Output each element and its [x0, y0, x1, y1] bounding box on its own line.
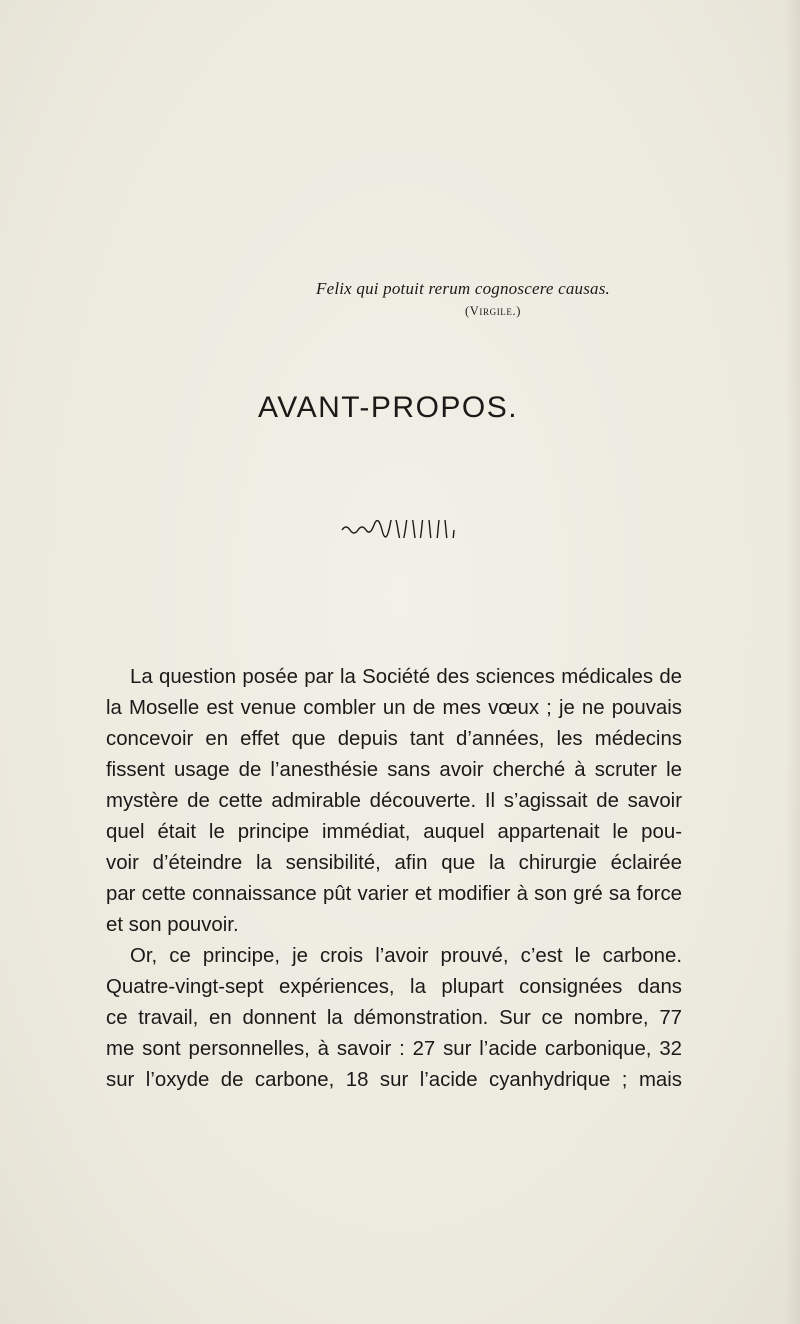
text-line: la Moselle est venue combler un de mes vœux ; je ne pouvais [106, 697, 682, 719]
body-text [106, 662, 682, 1096]
text-line: fissent usage de l’anesthésie sans avoir cherché à scruter le [106, 759, 682, 781]
text-line: ce travail, en donnent la démonstration. Sur ce nombre, 77 [106, 1007, 682, 1029]
text-line: Or, ce principe, je crois l’avoir prouvé, c’est le carbone. [130, 945, 682, 967]
paragraph-2 [106, 941, 682, 1096]
text-line: et son pouvoir. [106, 914, 239, 936]
page-title: AVANT-PROPOS. [258, 391, 519, 425]
paragraph-1 [106, 662, 682, 941]
text-line: mystère de cette admirable découverte. Il s’agissait de savoir [106, 790, 682, 812]
text-line: Quatre-vingt-sept expériences, la plupart consignées dans [106, 976, 682, 998]
wavy-divider-ornament-icon [340, 520, 460, 538]
text-line: par cette connaissance pût varier et modifier à son gré sa force [106, 883, 682, 905]
text-line: me sont personnelles, à savoir : 27 sur l’acide carbonique, 32 [106, 1038, 682, 1060]
epigraph-quote: Felix qui potuit rerum cognoscere causas. [316, 279, 610, 298]
text-line: La question posée par la Société des sciences médicales de [130, 666, 682, 688]
epigraph-author: (Virgile.) [465, 304, 521, 318]
text-line: concevoir en effet que depuis tant d’années, les médecins [106, 728, 682, 750]
text-line: voir d’éteindre la sensibilité, afin que la chirurgie éclairée [106, 852, 682, 874]
text-line: quel était le principe immédiat, auquel appartenait le pou- [106, 821, 682, 843]
text-line: sur l’oxyde de carbone, 18 sur l’acide cyanhydrique ; mais [106, 1069, 682, 1091]
page-edge-shadow [786, 0, 800, 1324]
